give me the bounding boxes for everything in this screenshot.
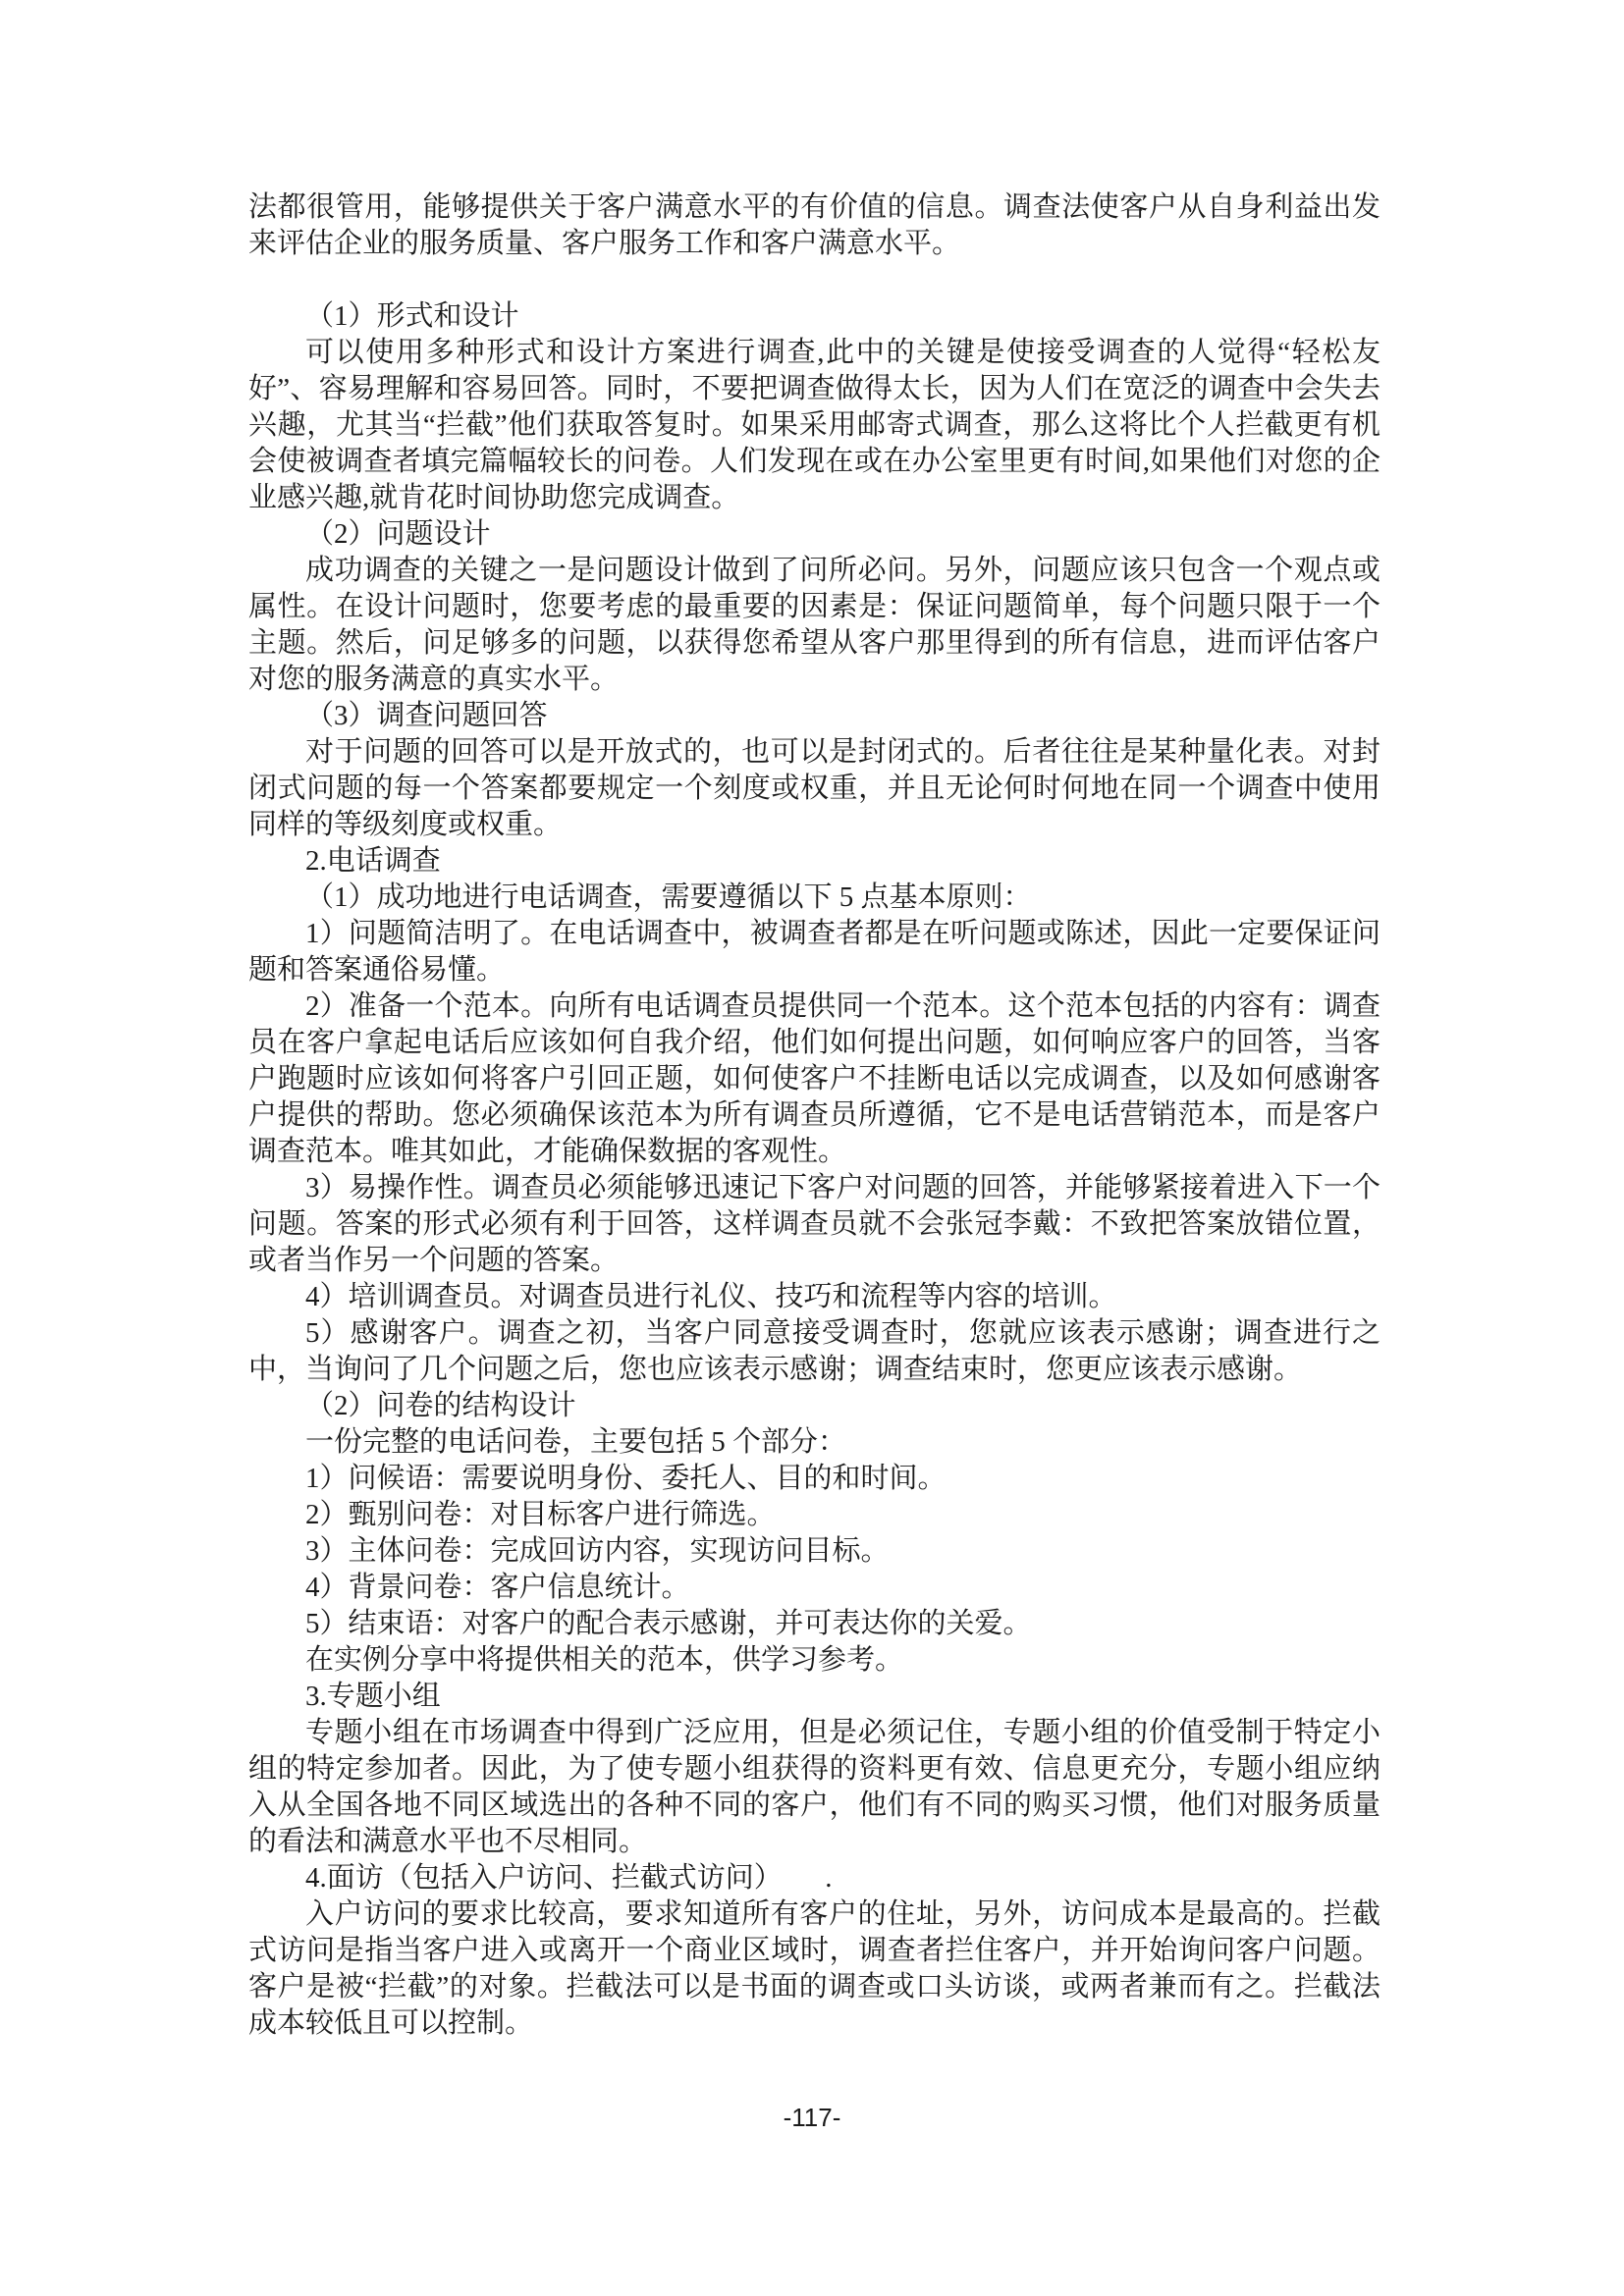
paragraph: 2）甄别问卷：对目标客户进行筛选。 <box>305 1499 776 1530</box>
section-heading: （3）调查问题回答 <box>305 700 548 731</box>
paragraph: 一份完整的电话问卷，主要包括 5 个部分： <box>305 1426 847 1458</box>
paragraph: 5）结束语：对客户的配合表示感谢，并可表达你的关爱。 <box>305 1608 1032 1639</box>
paragraph: 4）背景问卷：客户信息统计。 <box>305 1572 690 1603</box>
page-content <box>248 189 1380 2042</box>
paragraph: 法都很管用，能够提供关于客户满意水平的有价值的信息。调查法使客户从自身利益出发来评估企业的服务质量、客户服务工作和客户满意水平。 <box>248 191 1380 259</box>
paragraph: 1）问候语：需要说明身份、委托人、目的和时间。 <box>305 1463 947 1494</box>
paragraph: 入户访问的要求比较高，要求知道所有客户的住址，另外，访问成本是最高的。拦截式访问是指当客户进入或离开一个商业区域时，调查者拦住客户，并开始询问客户问题。客户是被“拦截”的对象。拦截法可以是书面的调查或口头访谈，或两者兼而有之。拦截法成本较低且可以控制。 <box>248 1898 1380 2039</box>
page-number: -117- <box>783 2103 841 2132</box>
paragraph: 可以使用多种形式和设计方案进行调查,此中的关键是使接受调查的人觉得“轻松友好”、容易理解和容易回答。同时，不要把调查做得太长，因为人们在宽泛的调查中会失去兴趣，尤其当“拦截”他们获取答复时。如果采用邮寄式调查，那么这将比个人拦截更有机会使被调查者填完篇幅较长的问卷。人们发现在或在办公室里更有时间,如果他们对您的企业感兴趣,就肯花时间协助您完成调查。 <box>248 337 1380 513</box>
paragraph: 在实例分享中将提供相关的范本，供学习参考。 <box>305 1644 904 1676</box>
paragraph: 专题小组在市场调查中得到广泛应用，但是必须记住，专题小组的价值受制于特定小组的特定参加者。因此，为了使专题小组获得的资料更有效、信息更充分，专题小组应纳入从全国各地不同区域选出的各种不同的客户，他们有不同的购买习惯，他们对服务质量的看法和满意水平也不尽相同。 <box>248 1717 1380 1857</box>
section-heading: 2.电话调查 <box>305 845 441 877</box>
paragraph: 5）感谢客户。调查之初，当客户同意接受调查时，您就应该表示感谢；调查进行之中，当询问了几个问题之后，您也应该表示感谢；调查结束时，您更应该表示感谢。 <box>248 1317 1380 1385</box>
section-heading: （1）形式和设计 <box>305 300 519 332</box>
paragraph: 3）主体问卷：完成回访内容，实现访问目标。 <box>305 1535 890 1567</box>
paragraph: （1）成功地进行电话调查，需要遵循以下 5 点基本原则： <box>305 881 1032 913</box>
section-heading: （2）问卷的结构设计 <box>305 1390 576 1421</box>
paragraph: 对于问题的回答可以是开放式的，也可以是封闭式的。后者往往是某种量化表。对封闭式问题的每一个答案都要规定一个刻度或权重，并且无论何时何地在同一个调查中使用同样的等级刻度或权重。 <box>248 736 1380 840</box>
section-heading: 3.专题小组 <box>305 1681 441 1712</box>
paragraph: 4）培训调查员。对调查员进行礼仪、技巧和流程等内容的培训。 <box>305 1281 1117 1312</box>
paragraph: 2）准备一个范本。向所有电话调查员提供同一个范本。这个范本包括的内容有：调查员在客户拿起电话后应该如何自我介绍，他们如何提出问题，如何响应客户的回答，当客户跑题时应该如何将客户引回正题，如何使客户不挂断电话以完成调查，以及如何感谢客户提供的帮助。您必须确保该范本为所有调查员所遵循，它不是电话营销范本，而是客户调查范本。唯其如此，才能确保数据的客观性。 <box>248 990 1380 1167</box>
paragraph: 成功调查的关键之一是问题设计做到了问所必问。另外，问题应该只包含一个观点或属性。在设计问题时，您要考虑的最重要的因素是：保证问题简单，每个问题只限于一个主题。然后，问足够多的问题，以获得您希望从客户那里得到的所有信息，进而评估客户对您的服务满意的真实水平。 <box>248 555 1380 695</box>
blank-line <box>248 262 1380 298</box>
paragraph: 1）问题简洁明了。在电话调查中，被调查者都是在听问题或陈述，因此一定要保证问题和答案通俗易懂。 <box>248 918 1380 986</box>
section-heading: 4.面访（包括入户访问、拦截式访问） . <box>305 1862 833 1894</box>
paragraph: 3）易操作性。调查员必须能够迅速记下客户对问题的回答，并能够紧接着进入下一个问题。答案的形式必须有利于回答，这样调查员就不会张冠李戴：不致把答案放错位置，或者当作另一个问题的答案。 <box>248 1172 1380 1276</box>
section-heading: （2）问题设计 <box>305 518 491 550</box>
